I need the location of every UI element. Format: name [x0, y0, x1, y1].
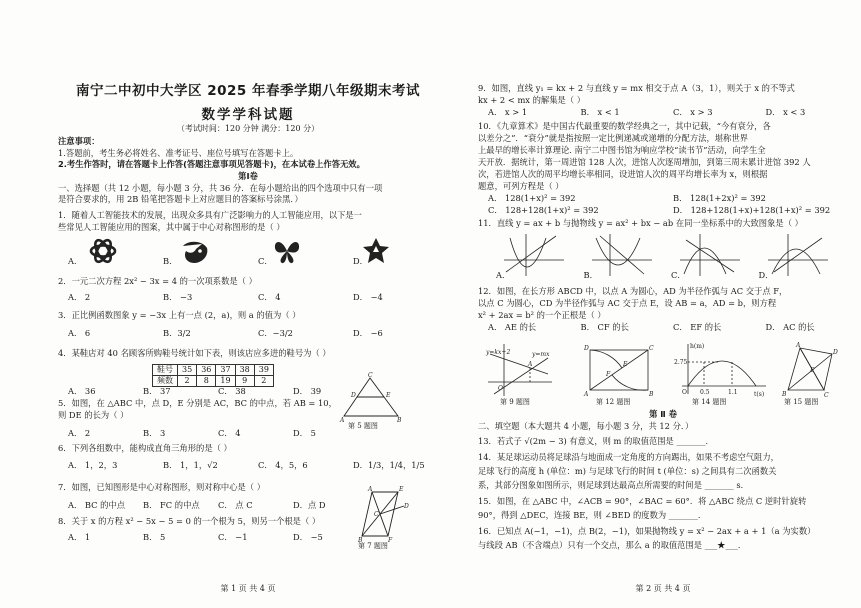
table-cell: 2 — [254, 376, 273, 387]
svg-text:B: B — [358, 537, 363, 544]
q1-text-cont: 些常见人工智能应用的图案，其中属于中心对称图形的是（ ） — [58, 222, 285, 232]
svg-text:B: B — [397, 417, 402, 424]
q12-line-1: 12．如图，在长方形 ABCD 中，以点 A 为圆心，AD 为半径作弧与 AC 交于点 F， — [478, 286, 788, 296]
table-cell: 19 — [216, 376, 235, 387]
section-1-intro-cont: 是符合要求的，用 2B 铅笔把答题卡上对应题目的答案标号涂黑．） — [58, 194, 303, 204]
figure-15-point-b: B — [782, 391, 787, 398]
q10-line-6: 题意，可列方程是（ ） — [478, 181, 564, 191]
q11-option-c: C． — [671, 270, 686, 280]
q9-option-d: D． x < 3 — [765, 107, 806, 117]
q12-line-2: 以点 C 为圆心，CD 为半径作弧与 AC 交于点 E，设 AB = a，AD = b，则方程 — [478, 298, 777, 308]
q15-line-1: 15．如图，在 △ABC 中，∠ACB = 90°，∠BAC = 60°．将 △ABC 绕点 C 逆时针旋转 — [478, 496, 807, 506]
q4-text: 4．某鞋店对 40 名顾客所购鞋号统计如下表，则该店应多进的鞋号为（ ） — [58, 348, 331, 358]
q8-text: 8．关于 x 的方程 x² − 5x − 5 = 0 的一个根为 5，则另一个根是（ ） — [58, 516, 321, 526]
figure-7-caption: 第 7 题图 — [358, 542, 388, 550]
q10-line-1: 10．《九章算术》是中国古代最重要的数学经典之一，其中记载，“今有衰分，各 — [478, 121, 771, 131]
q15-line-2: 90°，得到 △DEC，连接 BE，则 ∠BED 的度数为 _______． — [478, 510, 707, 520]
q14-line-1: 14．某足球运动员将足球沿与地面成一定角度的方向踢出，如果不考虑空气阻力， — [478, 452, 779, 462]
figure-12-rectangle — [582, 342, 656, 398]
table-cell: 频数 — [153, 376, 178, 387]
q4-options — [58, 386, 368, 397]
q10-option-c: C． 128+128(1+x)² = 392 — [488, 205, 599, 215]
page-2 — [478, 0, 848, 608]
q8-option-a: A． 1 — [68, 532, 91, 542]
q12-options — [478, 322, 858, 333]
svg-text:F: F — [388, 537, 393, 544]
section-2-intro: 二、填空题（本大题共 4 小题，每小题 3 分，共 12 分．） — [478, 421, 694, 431]
q3-option-a: A． 6 — [68, 328, 91, 338]
svg-text:A: A — [340, 417, 345, 424]
q4-option-c: C． 38 — [218, 386, 246, 396]
paper-1-label: 第Ⅰ卷 — [238, 171, 258, 181]
q12-option-b: B． CF 的长 — [580, 322, 629, 332]
q9-options — [478, 107, 858, 118]
figure-14-caption: 第 14 题图 — [692, 398, 727, 406]
q4-option-b: B． 37 — [143, 386, 171, 396]
section-1-intro: 一、选择题（共 12 小题，每小题 3 分，共 36 分．在每小题给出的四个选项中只有一项 — [58, 183, 383, 193]
q1-text: 1．随着人工智能技术的发展，出现众多具有广泛影响力的人工智能应用，以下是一 — [58, 210, 362, 220]
figure-12-point-e: E — [623, 361, 628, 368]
q7-option-b: B． FC 的中点 — [143, 500, 200, 510]
figure-15-triangle — [780, 342, 840, 398]
table-cell: 9 — [235, 376, 254, 387]
figure-15-point-c: C — [824, 392, 829, 399]
figure-9-point-a: A — [528, 361, 533, 368]
q2-options — [58, 292, 448, 303]
q1-option-d: D． — [353, 256, 368, 266]
q6-option-a: A． 1，2，3 — [68, 460, 118, 470]
svg-text:C: C — [374, 511, 379, 518]
q11-text: 11．直线 y = ax + b 与抛物线 y = ax² + bx − ab 在同一坐标系中的大致图象是（ ） — [478, 218, 803, 228]
butterfly-logo-icon — [272, 236, 302, 266]
figure-15-point-d: D — [833, 349, 838, 356]
q2-option-a: A． 2 — [68, 292, 91, 302]
figure-9-origin: O — [498, 385, 503, 392]
q9-text: 9．如图，直线 y₁ = kx + 2 与直线 y = mx 相交于点 A（3，1），则关于 x 的不等式 — [478, 83, 795, 93]
table-cell: 35 — [178, 365, 197, 376]
q11-option-d: D． — [758, 270, 774, 280]
q4-option-d: D． 39 — [293, 386, 322, 396]
q1-option-b: B． — [163, 256, 178, 266]
figure-14-t-axis-label: t(s) — [754, 391, 765, 398]
q4-option-a: A． 36 — [68, 386, 96, 396]
svg-text:D: D — [404, 503, 409, 510]
q16-line-2: 与线段 AB（不含端点）只有一个交点，那么 a 的取值范围是 ___★___． — [478, 540, 747, 550]
q5-text: 5．如图，在 △ABC 中，点 D，E 分别是 AC，BC 的中点，若 AB = 10， — [58, 398, 337, 408]
figure-12-point-a: A — [584, 391, 589, 398]
figure-14-parabola — [674, 342, 770, 398]
q10-option-b: B． 128(1+2x)² = 392 — [673, 193, 766, 203]
q16-line-1: 16．已知点 A(−1，−1)，点 B(2，−1)，如果抛物线 y = x² − 2ax + a + 1（a 为实数） — [478, 526, 816, 536]
q7-option-d: D．点 D — [293, 500, 326, 510]
figure-14-time-2: 1.1 — [728, 389, 738, 396]
deepseek-whale-logo-icon — [180, 236, 210, 266]
q14-line-3: 系，其部分图象如图所示，则足球到达最高点所需要的时间是 _______ s． — [478, 480, 749, 490]
exam-title: 南宁二中初中大学区 2025 年春季学期八年级期末考试 — [76, 83, 420, 99]
q10-options-row-1 — [478, 193, 858, 204]
openai-logo-icon — [88, 236, 118, 266]
table-cell: 2 — [178, 376, 197, 387]
svg-text:C: C — [368, 372, 373, 379]
q5-options — [58, 428, 368, 439]
table-cell: 8 — [197, 376, 216, 387]
q10-line-2: 以差分之”．“衰分”就是指按照一定比例递减或递增的分配方法，堪称世界 — [478, 133, 748, 143]
page-1-footer: 第 1 页 共 4 页 — [220, 584, 276, 593]
q6-option-d: D．1/3，1/4，1/5 — [353, 460, 425, 470]
table-cell: 鞋号 — [153, 365, 178, 376]
figure-12-point-c: C — [649, 345, 654, 352]
q2-option-d: D． −4 — [353, 292, 383, 302]
q11-option-a: A． — [496, 270, 511, 280]
svg-text:A: A — [368, 486, 373, 493]
q12-option-d: D． AC 的长 — [765, 322, 815, 332]
q5-text-cont: 则 DE 的长为（ ） — [58, 410, 129, 420]
q3-options — [58, 328, 448, 339]
q1-option-c: C． — [258, 256, 273, 266]
table-cell: 39 — [254, 365, 273, 376]
q7-text: 7．如图，已知图形是中心对称图形，则对称中心是（ ） — [58, 482, 266, 492]
table-cell: 37 — [216, 365, 235, 376]
q7-option-a: A． BC 的中点 — [68, 500, 126, 510]
figure-14-time-1: 0.5 — [700, 389, 710, 396]
figure-14-height-value: 2.75 — [674, 359, 688, 366]
figure-14-h-axis-label: h(m) — [690, 343, 705, 350]
q11-option-labels — [496, 270, 846, 281]
figure-12-point-d: D — [584, 345, 589, 352]
q12-option-a: A． AE 的长 — [488, 322, 537, 332]
q6-options — [58, 460, 448, 471]
figure-9-graph — [486, 342, 554, 398]
subject-title: 数学学科试题 — [201, 107, 295, 123]
q13-text: 13．若式子 √(2m − 3) 有意义，则 m 的取值范围是 _______． — [478, 436, 714, 446]
q7-options — [58, 500, 368, 511]
q10-options-row-2 — [478, 205, 858, 216]
q5-option-d: D． 5 — [293, 428, 316, 438]
figure-14-origin: O — [682, 389, 687, 396]
q12-line-3: x² + 2ax = b² 的一个正根是（ ） — [478, 310, 606, 320]
exam-info: （考试时间：120 分钟 满分：120 分） — [176, 124, 320, 133]
svg-text:E: E — [399, 486, 404, 493]
q6-option-b: B． 1，1，√2 — [163, 460, 218, 470]
figure-12-caption: 第 12 题图 — [596, 398, 631, 406]
q9-option-c: C． x > 3 — [673, 107, 713, 117]
figure-15-caption: 第 15 题图 — [784, 398, 819, 406]
q2-option-b: B． −3 — [163, 292, 193, 302]
figure-15-point-a: A — [796, 342, 801, 349]
figure-5-triangle — [340, 372, 402, 422]
q6-text: 6．下列各组数中，能构成直角三角形的是（ ） — [58, 443, 232, 453]
q10-line-3: 上最早的增长率计算理论. 南宁二中图书馆为响应学校“读书节”活动，向学生全 — [478, 145, 766, 155]
figure-7-shape — [358, 486, 408, 542]
shoe-size-table — [152, 364, 274, 387]
figure-9-line-1-label: y=kx+2 — [486, 349, 511, 356]
svg-text:E: E — [386, 392, 391, 399]
q1-option-a: A． — [68, 256, 83, 266]
q8-options — [58, 532, 368, 543]
q10-line-4: 天开放．据统计，第一周进馆 128 人次，进馆人次逐周增加，到第三周末累计进馆 392 人 — [478, 157, 811, 167]
svg-text:D: D — [351, 392, 356, 399]
q8-option-d: D． −5 — [293, 532, 323, 542]
table-cell: 38 — [235, 365, 254, 376]
q14-line-2: 足球飞行的高度 h (单位：m) 与足球飞行的时间 t (单位：s) 之间具有二次函数关 — [478, 466, 777, 476]
q7-option-c: C． 点 C — [218, 500, 253, 510]
q8-option-c: C． −1 — [218, 532, 248, 542]
q6-option-c: C． 4，5，6 — [258, 460, 308, 470]
table-cell: 36 — [197, 365, 216, 376]
figure-12-point-f: F — [606, 371, 611, 378]
paper-2-label: 第 Ⅱ 卷 — [649, 409, 677, 419]
q10-option-a: A． 128(1+x)² = 392 — [488, 193, 576, 203]
notes-heading: 注意事项： — [58, 136, 100, 146]
note-1: 1.答题前，考生务必将姓名、准考证号、座位号填写在答题卡上。 — [58, 148, 299, 158]
figure-9-line-2-label: y=mx — [532, 351, 550, 358]
q12-option-c: C． EF 的长 — [673, 322, 722, 332]
q2-option-c: C． 4 — [258, 292, 281, 302]
q3-option-d: D． −6 — [353, 328, 383, 338]
q3-option-b: B．3/2 — [163, 328, 191, 338]
q10-line-5: 次，若进馆人次的周平均增长率相同，设进馆人次的周平均增长率为 x，则根据 — [478, 169, 768, 179]
page-1 — [58, 0, 438, 608]
table-row — [153, 365, 274, 376]
q3-option-c: C．−3/2 — [258, 328, 293, 338]
q10-option-d: D． 128+128(1+x)+128(1+x)² = 392 — [673, 205, 831, 215]
q11-option-b: B． — [583, 270, 598, 280]
q5-option-c: C． 4 — [218, 428, 241, 438]
q9-option-a: A． x > 1 — [488, 107, 528, 117]
page-2-footer: 第 2 页 共 4 页 — [635, 584, 691, 593]
figure-15-point-e: E — [810, 367, 815, 374]
q3-text: 3．正比例函数图象 y = −3x 上有一点 (2，a)，则 a 的值为（ ） — [58, 310, 301, 320]
q9-option-b: B． x < 1 — [580, 107, 620, 117]
q9-text-cont: kx + 2 < mx 的解集是（ ） — [478, 95, 586, 105]
figure-9-caption: 第 9 题图 — [500, 398, 530, 406]
figure-5-caption: 第 5 题图 — [348, 422, 378, 430]
q8-option-b: B． 5 — [143, 532, 166, 542]
q2-text: 2．一元二次方程 2x² − 3x = 4 的一次项系数是（ ） — [58, 276, 257, 286]
q5-option-b: B． 3 — [143, 428, 166, 438]
figure-12-point-b: B — [649, 391, 654, 398]
q5-option-a: A． 2 — [68, 428, 91, 438]
note-2: 2.考生作答时，请在答题卡上作答(答题注意事项见答题卡)，在本试卷上作答无效。 — [58, 159, 365, 169]
kimi-logo-icon — [361, 236, 391, 266]
